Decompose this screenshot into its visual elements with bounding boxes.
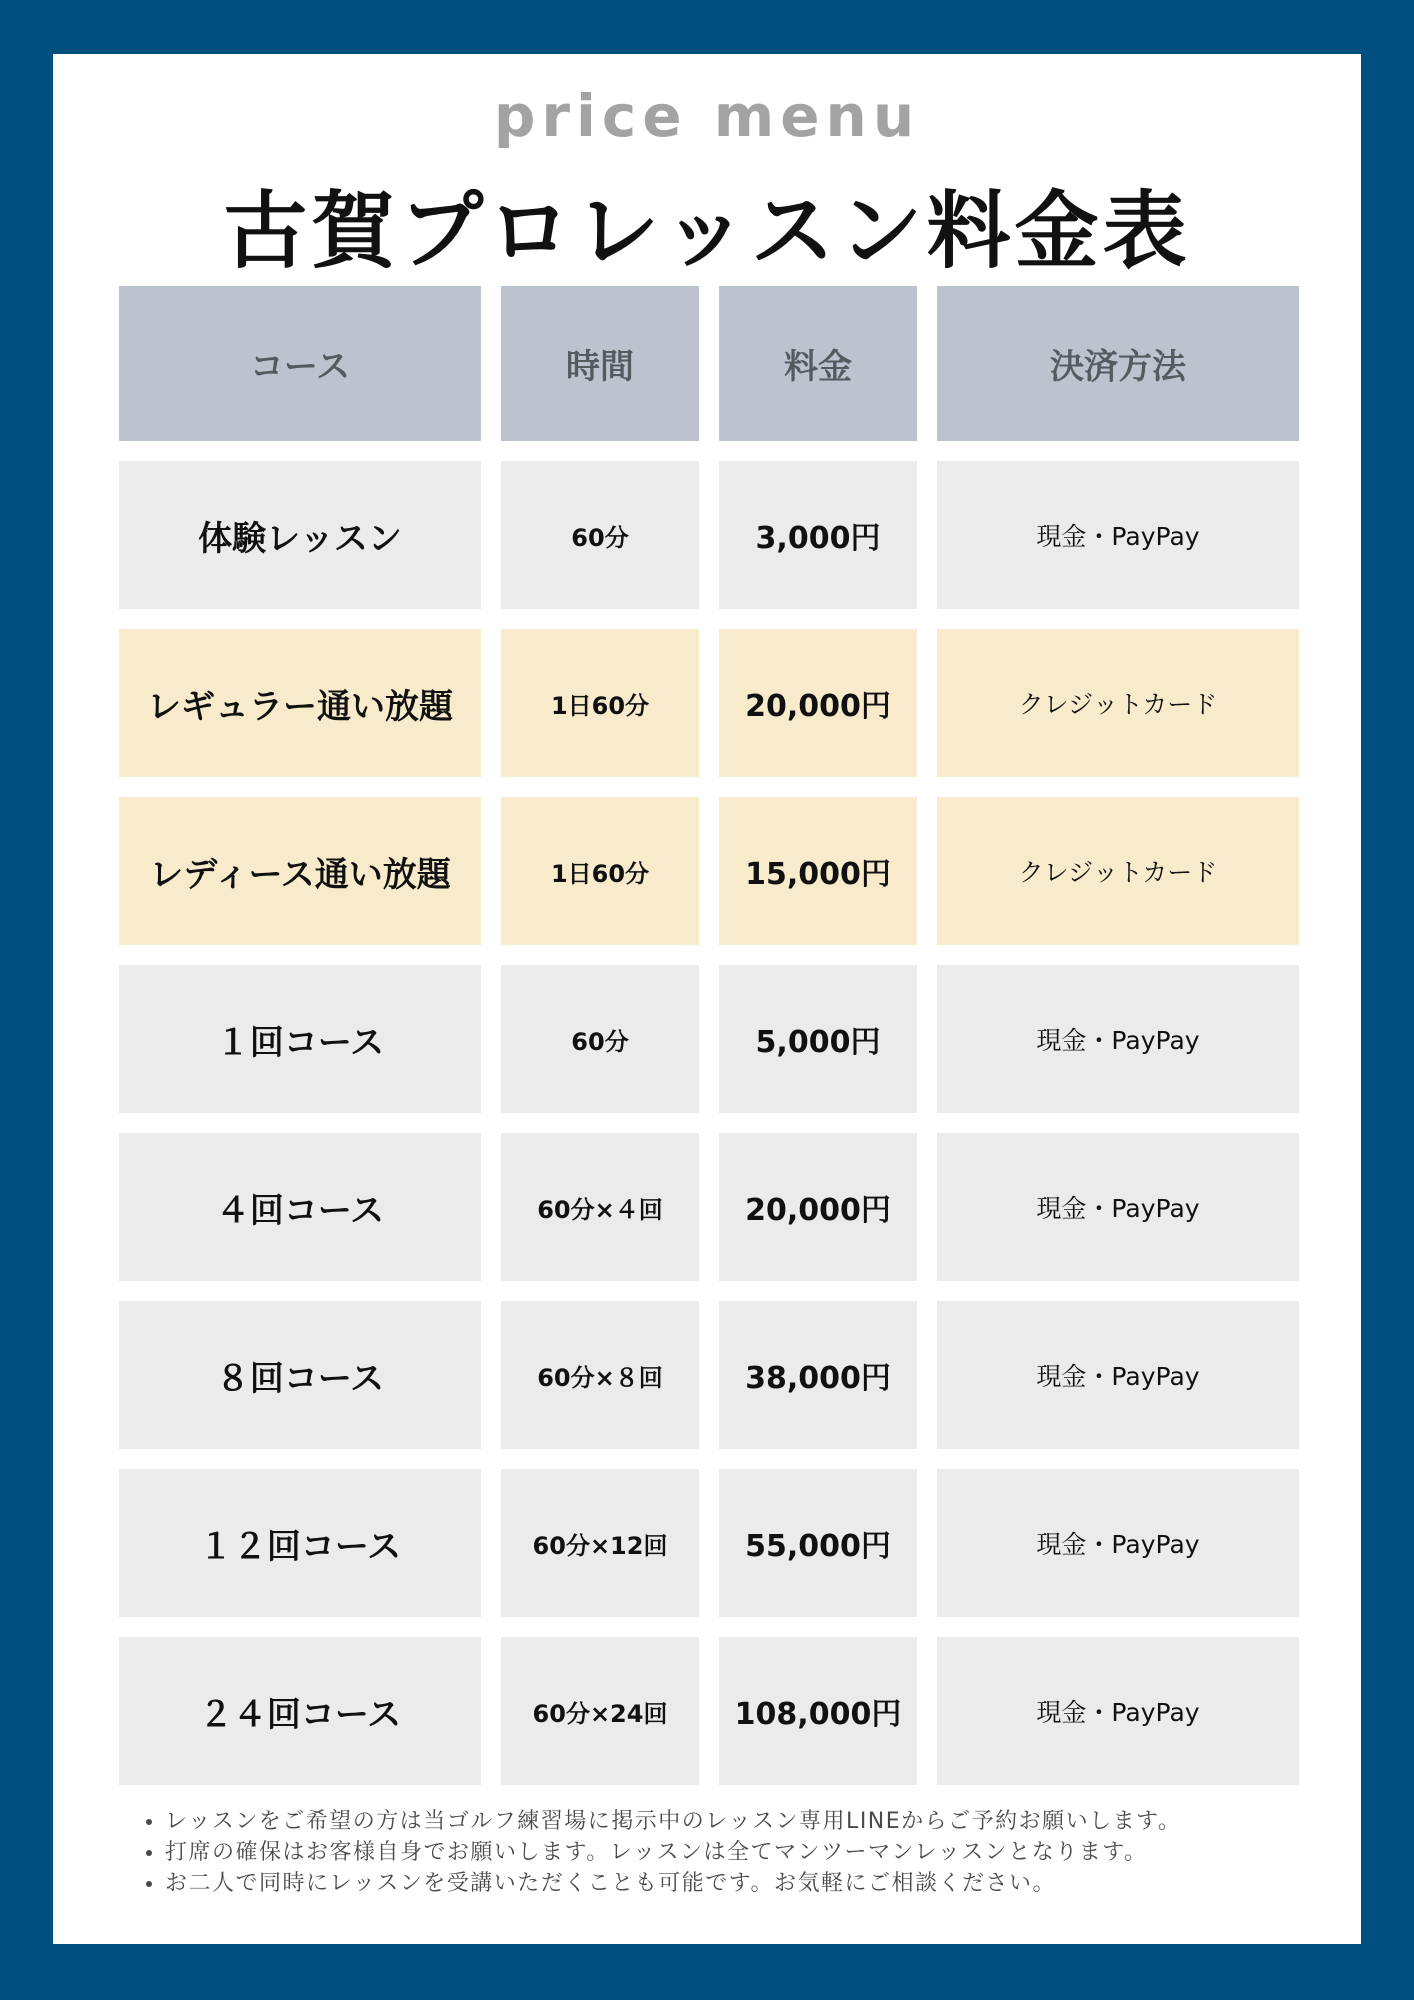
column-header-price: 料金 — [719, 286, 917, 441]
time-cell: 60分 — [501, 965, 699, 1113]
time-cell: 1日60分 — [501, 629, 699, 777]
price-cell: 108,000円 — [719, 1637, 917, 1785]
time-cell: 1日60分 — [501, 797, 699, 945]
course-cell: １２回コース — [119, 1469, 481, 1617]
note-item: • レッスンをご希望の方は当ゴルフ練習場に掲示中のレッスン専用LINEからご予約お願いします。 — [165, 1806, 1321, 1837]
page-subtitle: price menu — [493, 82, 921, 150]
column-header-time: 時間 — [501, 286, 699, 441]
payment-cell: 現金・PayPay — [937, 1637, 1299, 1785]
payment-cell: 現金・PayPay — [937, 965, 1299, 1113]
payment-cell: クレジットカード — [937, 629, 1299, 777]
notes-list — [119, 1806, 1321, 1899]
price-cell: 38,000円 — [719, 1301, 917, 1449]
time-cell: 60分×８回 — [501, 1301, 699, 1449]
price-cell: 55,000円 — [719, 1469, 917, 1617]
price-cell: 5,000円 — [719, 965, 917, 1113]
time-cell: 60分×24回 — [501, 1637, 699, 1785]
course-cell: レギュラー通い放題 — [119, 629, 481, 777]
page-title: 古賀プロレッスン料金表 — [223, 182, 1191, 280]
course-cell: ８回コース — [119, 1301, 481, 1449]
payment-cell: クレジットカード — [937, 797, 1299, 945]
time-cell: 60分×４回 — [501, 1133, 699, 1281]
note-item: • お二人で同時にレッスンを受講いただくことも可能です。お気軽にご相談ください。 — [165, 1868, 1321, 1899]
time-cell: 60分×12回 — [501, 1469, 699, 1617]
payment-cell: 現金・PayPay — [937, 461, 1299, 609]
payment-cell: 現金・PayPay — [937, 1301, 1299, 1449]
course-cell: １回コース — [119, 965, 481, 1113]
note-item: • 打席の確保はお客様自身でお願いします。レッスンは全てマンツーマンレッスンとなります。 — [165, 1837, 1321, 1868]
course-cell: ２４回コース — [119, 1637, 481, 1785]
course-cell: 体験レッスン — [119, 461, 481, 609]
price-menu-sheet — [53, 54, 1361, 1944]
price-cell: 3,000円 — [719, 461, 917, 609]
course-cell: ４回コース — [119, 1133, 481, 1281]
course-cell: レディース通い放題 — [119, 797, 481, 945]
price-table — [119, 286, 1299, 1785]
column-header-payment: 決済方法 — [937, 286, 1299, 441]
payment-cell: 現金・PayPay — [937, 1469, 1299, 1617]
time-cell: 60分 — [501, 461, 699, 609]
column-header-course: コース — [119, 286, 481, 441]
payment-cell: 現金・PayPay — [937, 1133, 1299, 1281]
price-cell: 20,000円 — [719, 1133, 917, 1281]
price-cell: 20,000円 — [719, 629, 917, 777]
price-cell: 15,000円 — [719, 797, 917, 945]
